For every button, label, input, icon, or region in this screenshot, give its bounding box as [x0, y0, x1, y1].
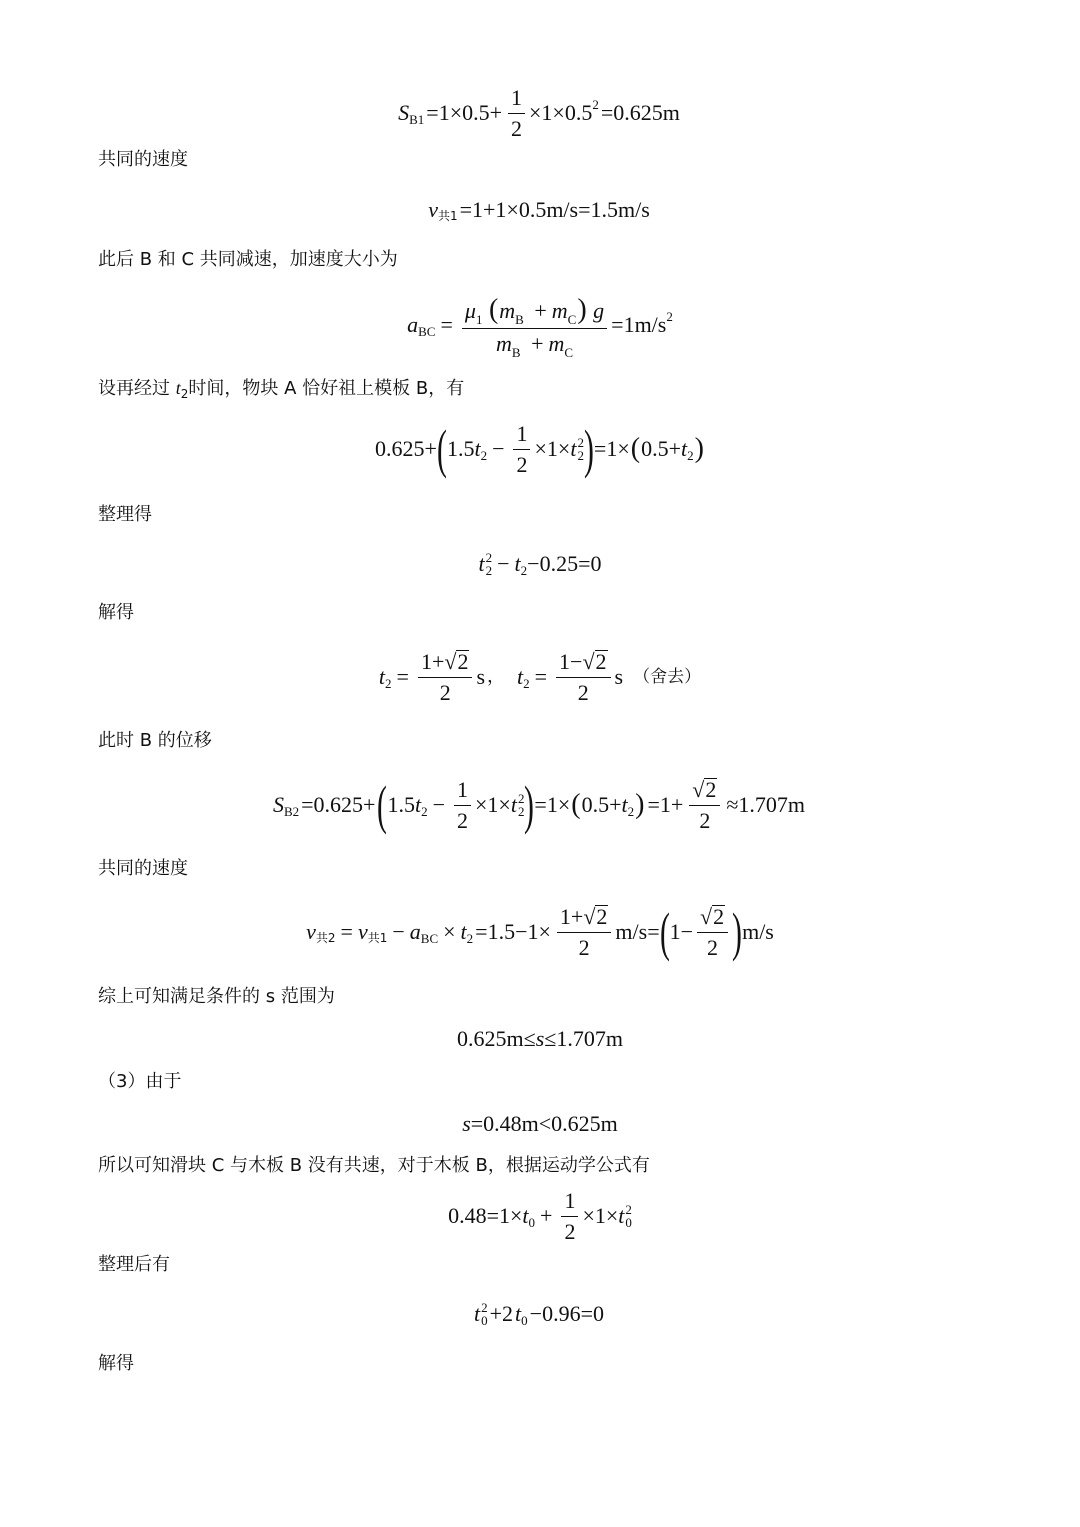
eq-text: s	[462, 1111, 471, 1136]
eq-text: 2	[592, 96, 599, 112]
eq-text: 2	[627, 803, 635, 819]
eq-text: B	[515, 311, 524, 327]
eq-text: 1−	[559, 649, 583, 674]
eq-text: μ	[464, 297, 476, 323]
eq-text: −	[432, 792, 445, 817]
paragraph: 共同的速度	[98, 858, 188, 879]
eq-text: C	[567, 311, 577, 327]
eq-text: t	[570, 436, 577, 461]
eq-text: 0.5+	[581, 792, 622, 817]
paragraph: 综上可知满足条件的 s 范围为	[98, 986, 335, 1007]
equation-range	[0, 1025, 1080, 1053]
eq-text: t	[378, 664, 386, 689]
eq-text: m/s=	[615, 919, 660, 944]
eq-text: 2	[466, 930, 474, 946]
eq-text: +	[531, 330, 544, 356]
eq-text: =1+1×0.5m/s=1.5m/s	[459, 197, 650, 222]
equation-v1	[0, 196, 1080, 224]
eq-text: 2	[577, 448, 584, 463]
eq-text: t	[414, 792, 422, 817]
eq-text: −	[497, 551, 510, 576]
equation-quadratic-t0	[0, 1300, 1080, 1328]
eq-text: C	[564, 344, 574, 360]
eq-text: t	[474, 1301, 481, 1326]
eq-text: m	[548, 330, 565, 356]
eq-text: 0	[625, 1215, 632, 1230]
eq-text: v	[306, 919, 316, 944]
eq-text: 2	[421, 803, 428, 819]
paragraph	[98, 376, 464, 402]
eq-text: 共1	[367, 931, 388, 945]
eq-text: 2	[699, 808, 711, 833]
paragraph: 整理后有	[98, 1254, 170, 1275]
eq-text: 2	[666, 308, 673, 324]
eq-text: ≤1.707m	[544, 1026, 623, 1051]
eq-text: S	[272, 792, 284, 817]
eq-text: B2	[283, 803, 300, 819]
paragraph: 所以可知滑块 C 与木板 B 没有共速，对于木板 B，根据运动学公式有	[98, 1155, 650, 1176]
eq-text: t	[517, 664, 524, 689]
fraction	[513, 420, 530, 477]
paragraph: 解得	[98, 1353, 134, 1374]
eq-text: m	[551, 297, 568, 323]
eq-text: −	[392, 919, 405, 944]
eq-text: t	[681, 436, 688, 461]
eq-text: =0.625+	[301, 792, 376, 817]
paragraph: 整理得	[98, 504, 152, 525]
eq-text: 2	[705, 777, 717, 802]
eq-text: 0	[528, 1214, 536, 1230]
fraction-denominator	[493, 329, 576, 360]
fraction	[508, 84, 525, 141]
eq-text: t	[621, 792, 628, 817]
eq-text: ×	[443, 919, 456, 944]
fraction	[462, 293, 607, 360]
paragraph: 解得	[98, 602, 134, 623]
eq-text: S	[398, 100, 410, 125]
eq-text: 2	[564, 1218, 576, 1244]
fraction	[561, 1187, 578, 1244]
eq-text: ×1×	[534, 436, 571, 461]
eq-text: 2	[713, 904, 725, 929]
eq-text: s	[535, 1026, 545, 1051]
eq-text: =1+	[647, 792, 684, 817]
fraction-numerator: 1+ √ 2	[557, 905, 612, 933]
eq-text: BC	[418, 323, 436, 339]
paragraph-text: 设再经过	[98, 378, 176, 399]
fraction	[556, 650, 611, 704]
eq-text: t	[510, 792, 517, 817]
eq-text: 2	[707, 935, 719, 960]
eq-text: 共1	[437, 209, 458, 223]
eq-text: 2	[485, 550, 493, 565]
eq-text: 2	[456, 807, 468, 833]
eq-text: 1−	[669, 919, 694, 944]
eq-text: 2	[516, 451, 528, 477]
eq-text: 2	[687, 447, 694, 463]
eq-text: 共2	[315, 931, 336, 945]
eq-text: t	[474, 436, 481, 461]
eq-text: =	[396, 664, 409, 689]
eq-text: =	[340, 919, 353, 944]
eq-text: 1	[454, 779, 471, 806]
eq-text: =1×0.5+	[426, 100, 503, 125]
eq-text: 1	[508, 87, 525, 114]
equation-sb1	[0, 84, 1080, 141]
eq-text: =1×	[534, 792, 571, 817]
eq-text: −0.96=0	[529, 1301, 604, 1326]
equation-abc	[0, 293, 1080, 360]
eq-text: −	[492, 436, 505, 461]
eq-text: 2	[485, 563, 493, 578]
eq-text: m/s	[742, 919, 774, 944]
eq-text: =1.5−1×	[475, 919, 551, 944]
paragraph: 共同的速度	[98, 149, 188, 170]
eq-text: 0.5+	[641, 436, 681, 461]
eq-text: 0.48=1×	[448, 1203, 523, 1228]
eq-text: BC	[420, 930, 439, 946]
eq-text: =	[440, 312, 453, 337]
eq-text: a	[407, 312, 419, 337]
fraction	[697, 905, 728, 959]
paragraph-text: 时间，物块 A 恰好祖上模板 B，有	[188, 378, 465, 399]
eq-text: 2	[577, 680, 589, 705]
paragraph-text: t	[175, 378, 181, 398]
fraction	[557, 905, 612, 959]
paragraph: 此时 B 的位移	[98, 730, 212, 751]
eq-text: 0	[521, 1312, 528, 1328]
eq-text: （舍去）	[633, 666, 702, 687]
eq-text: a	[409, 919, 421, 944]
fraction-numerator: 1− √ 2	[556, 650, 611, 678]
eq-text: s	[614, 664, 624, 689]
eq-text: v	[357, 919, 368, 944]
eq-text: 2	[517, 804, 525, 819]
eq-text: 1	[561, 1190, 578, 1217]
equation-quadratic-t2	[0, 550, 1080, 578]
eq-text: t	[514, 551, 521, 576]
eq-text: =1×	[593, 436, 630, 461]
eq-text: 2	[439, 680, 451, 705]
paragraph: （3）由于	[98, 1071, 182, 1092]
eq-text: ×1×	[582, 1203, 619, 1228]
eq-text: g	[593, 297, 605, 323]
equation-s-value	[0, 1110, 1080, 1138]
eq-text: 1.5	[387, 792, 415, 817]
eq-text: 2	[625, 1202, 632, 1217]
eq-text: 1	[513, 423, 530, 450]
eq-text: 1.5	[446, 436, 475, 461]
eq-text: m	[496, 330, 512, 356]
fraction-numerator: 1+ √ 2	[418, 650, 473, 678]
eq-text: t	[515, 1301, 522, 1326]
equation-sb2: S B2 =0.625+ ( 1.5 t 2 − $\frac{1}{2}$ ×1× t 2 2 ) =1× ( 0.5+ t 2 ) =1+ √ 2 2 ≈1.707m	[272, 775, 806, 835]
eq-text: =0.48m<0.625m	[470, 1111, 618, 1136]
eq-text: 2	[385, 675, 392, 691]
eq-text: 0.625m≤	[457, 1026, 536, 1051]
eq-text: 2	[511, 115, 523, 141]
eq-text: 2	[595, 649, 607, 674]
eq-text: 2	[480, 447, 488, 463]
eq-text: 2	[596, 904, 608, 929]
eq-text: t	[522, 1203, 529, 1228]
eq-text: −0.25=0	[527, 551, 602, 576]
eq-text: =	[534, 664, 548, 689]
eq-text: +	[534, 297, 547, 323]
eq-text: 0.625+	[375, 436, 437, 461]
eq-text: 2	[457, 649, 469, 674]
eq-text: B	[511, 344, 521, 360]
eq-text: m	[499, 297, 516, 323]
fraction	[418, 650, 473, 704]
fraction-numerator: √ 2	[697, 905, 728, 933]
fraction	[454, 776, 471, 833]
eq-text: v	[428, 197, 438, 222]
eq-text: 2	[517, 791, 525, 806]
eq-text: 2	[520, 562, 528, 578]
eq-text: t	[460, 919, 467, 944]
paragraph: 此后 B 和 C 共同减速，加速度大小为	[98, 249, 398, 270]
eq-text: +	[540, 1203, 553, 1228]
fraction-numerator: √ 2	[689, 778, 720, 806]
eq-text: 2	[578, 935, 590, 960]
equation-t2-solutions	[0, 648, 1080, 706]
eq-text: 2	[523, 675, 530, 691]
equation-kinematics	[0, 1187, 1080, 1244]
eq-text: 1+	[559, 904, 584, 929]
eq-text: 1+	[420, 649, 445, 674]
eq-text: ×1×0.5	[529, 100, 593, 125]
eq-text: ×1×	[474, 792, 511, 817]
eq-text: t	[478, 551, 485, 576]
equation-meeting: 0.625+ ( 1.5 t 2 − $\frac{1}{2}$ ×1× t 2 2 ) =1× ( 0.5+ t 2 )	[375, 419, 704, 479]
eq-text: s	[476, 664, 485, 689]
eq-text: 1	[475, 311, 483, 327]
eq-text: ，	[487, 666, 505, 687]
paragraph-text: 2	[180, 387, 189, 401]
eq-text: 0	[481, 1313, 488, 1328]
eq-text: 2	[481, 1300, 488, 1315]
eq-text: ≈1.707m	[726, 792, 806, 817]
eq-text: +2	[489, 1301, 514, 1326]
eq-text: =1m/s	[611, 312, 667, 337]
fraction-numerator: $\mu_1$ $(m_B + m_C)$ g	[462, 296, 607, 329]
eq-text: 2	[577, 435, 584, 450]
eq-text: =0.625m	[600, 100, 680, 125]
eq-text: B1	[409, 111, 425, 127]
equation-v2: v 共2 = v 共1 − a BC × t 2 =1.5−1× 1+ √ 2 2 m/s= ( 1− √ 2 2 ) m/s	[306, 902, 774, 962]
eq-text: t	[618, 1203, 625, 1228]
fraction	[689, 778, 720, 832]
